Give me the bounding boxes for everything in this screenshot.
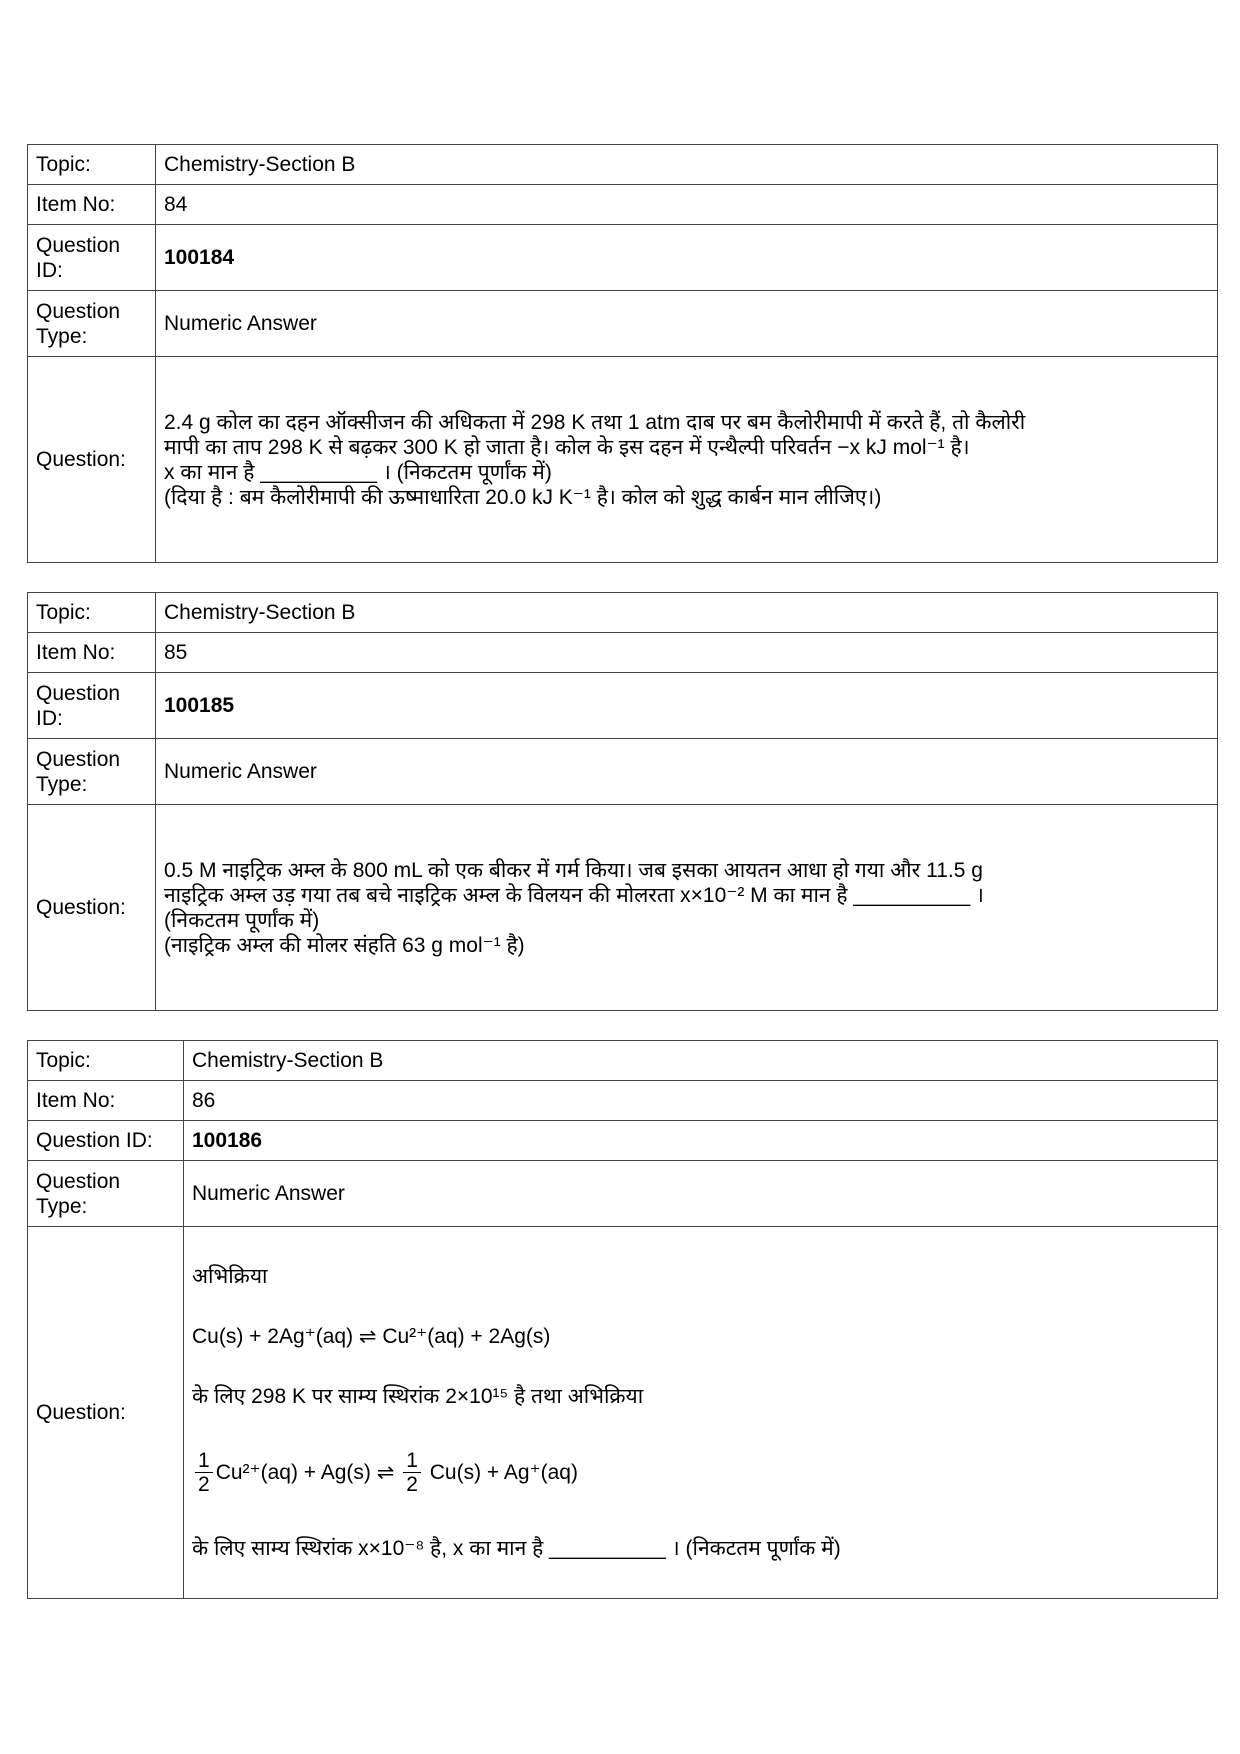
question-card-85 (27, 592, 1218, 1011)
question-line: नाइट्रिक अम्ल उड़ गया तब बचे नाइट्रिक अम्ल के विलयन की मोलरता x×10⁻² M का मान है __________ । (164, 883, 984, 907)
question-line: (दिया है : बम कैलोरीमापी की ऊष्माधारिता 20.0 kJ K⁻¹ है। कोल को शुद्ध कार्बन मान लीजिए।) (164, 485, 882, 509)
question-type-label: Question Type: (28, 739, 156, 805)
equation-species: Cu²⁺ (215, 1460, 261, 1484)
question-line: 0.5 M नाइट्रिक अम्ल के 800 mL को एक बीकर में गर्म किया। जब इसका आयतन आधा हो गया और 11.5 g (164, 858, 983, 882)
question-card-84 (27, 144, 1218, 563)
question-line: (निकटतम पूर्णांक में) (164, 908, 320, 932)
fraction-half: $\frac{1}{2}$ (195, 1449, 213, 1496)
question-line: अभिक्रिया (192, 1264, 268, 1288)
item-no-label: Item No: (28, 633, 156, 673)
question-equation: Cu(s) + 2Ag⁺(aq) ⇌ Cu²⁺(aq) + 2Ag(s) (192, 1324, 551, 1348)
topic-value: Chemistry-Section B (184, 1041, 1218, 1081)
question-line: (नाइट्रिक अम्ल की मोलर संहति 63 g mol⁻¹ है) (164, 933, 525, 957)
question-line: के लिए साम्य स्थिरांक x×10⁻⁸ है, x का मान है __________ । (निकटतम पूर्णांक में) (192, 1536, 841, 1560)
item-no-label: Item No: (28, 185, 156, 225)
question-id-label: Question ID: (28, 225, 156, 291)
question-label: Question: (28, 1227, 184, 1599)
fraction-half: $\frac{1}{2}$ (403, 1449, 421, 1496)
question-id-label: Question ID: (28, 673, 156, 739)
item-no-value: 86 (184, 1081, 1218, 1121)
question-equation-fraction (192, 1427, 1209, 1519)
question-type-value: Numeric Answer (156, 291, 1218, 357)
question-type-label: Question Type: (28, 291, 156, 357)
question-line: 2.4 g कोल का दहन ऑक्सीजन की अधिकता में 298 K तथा 1 atm दाब पर बम कैलोरीमापी में करते हैं, तो कैलोरी (164, 410, 1026, 434)
question-line: के लिए 298 K पर साम्य स्थिरांक 2×10¹⁵ है तथा अभिक्रिया (192, 1384, 644, 1408)
question-type-label: Question Type: (28, 1161, 184, 1227)
question-id-value: 100184 (156, 225, 1218, 291)
topic-value: Chemistry-Section B (156, 145, 1218, 185)
question-id-value: 100186 (184, 1121, 1218, 1161)
question-card-86 (27, 1040, 1218, 1599)
question-type-value: Numeric Answer (156, 739, 1218, 805)
question-line: x का मान है __________ । (निकटतम पूर्णांक में) (164, 460, 552, 484)
question-id-value: 100185 (156, 673, 1218, 739)
equation-right: Cu(s) + Ag⁺(aq) (429, 1460, 578, 1484)
question-label: Question: (28, 805, 156, 1011)
question-type-value: Numeric Answer (184, 1161, 1218, 1227)
question-line: मापी का ताप 298 K से बढ़कर 300 K हो जाता है। कोल के इस दहन में एन्थैल्पी परिवर्तन −x kJ mol⁻¹ है। (164, 435, 970, 459)
topic-label: Topic: (28, 145, 156, 185)
topic-label: Topic: (28, 1041, 184, 1081)
question-label: Question: (28, 357, 156, 563)
item-no-value: 84 (156, 185, 1218, 225)
question-text (156, 805, 1218, 1011)
item-no-label: Item No: (28, 1081, 184, 1121)
question-id-label: Question ID: (28, 1121, 184, 1161)
question-text (184, 1227, 1218, 1599)
equation-left: (aq) + Ag(s) ⇌ (260, 1460, 395, 1484)
question-text (156, 357, 1218, 563)
topic-label: Topic: (28, 593, 156, 633)
item-no-value: 85 (156, 633, 1218, 673)
topic-value: Chemistry-Section B (156, 593, 1218, 633)
